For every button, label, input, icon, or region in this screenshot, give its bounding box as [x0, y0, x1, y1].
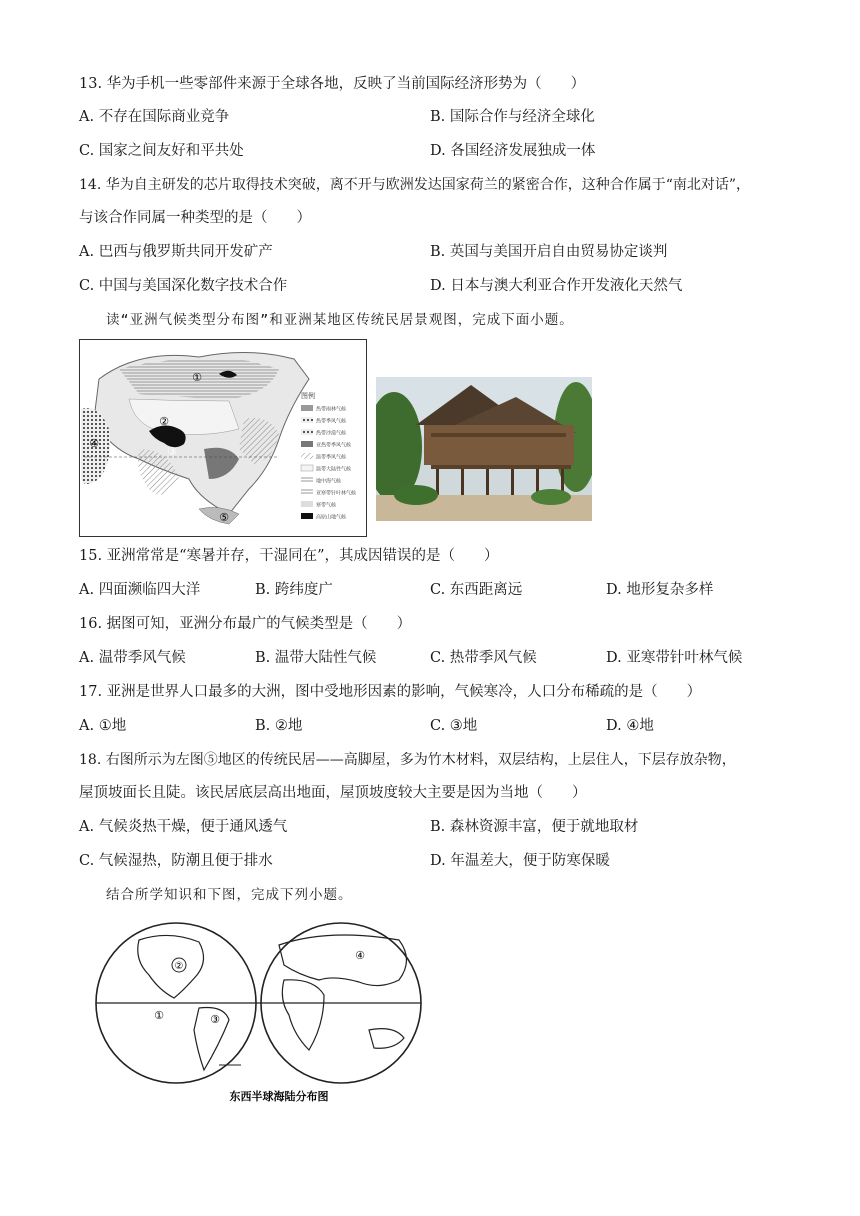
q18-stem-line1: 18. 右图所示为左图⑤地区的传统民居——高脚屋，多为竹木材料，双层结构，上层住人，下层存放杂物， [79, 752, 736, 768]
legend-item-2: 热带季风气候 [316, 418, 347, 425]
q16-option-c: C. 热带季风气候 [430, 650, 537, 666]
q14-stem-line1: 14. 华为自主研发的芯片取得技术突破，离不开与欧洲发达国家荷兰的紧密合作，这种合作属于“南北对话”， [79, 177, 751, 193]
legend-swatch-3 [301, 429, 313, 435]
stilt-house-photo [376, 377, 592, 521]
q14-stem-line2: 与该合作同属一种类型的是（ ） [79, 210, 311, 226]
q14-option-a: A. 巴西与俄罗斯共同开发矿产 [79, 244, 273, 260]
q18-option-d: D. 年温差大，便于防寒保暖 [430, 853, 610, 869]
q14-option-c: C. 中国与美国深化数字技术合作 [79, 278, 288, 294]
map-marker-3: ③ [167, 445, 177, 458]
q13-stem: 13. 华为手机一些零部件来源于全球各地，反映了当前国际经济形势为（ ） [79, 76, 586, 92]
q14-option-d: D. 日本与澳大利亚合作开发液化天然气 [430, 278, 683, 294]
legend-swatch-2 [301, 417, 313, 423]
q15-stem: 15. 亚洲常常是“寒暑并存，干湿同在”，其成因错误的是（ ） [79, 548, 499, 564]
map-marker-1: ① [192, 371, 202, 384]
legend-swatch-6 [301, 465, 313, 471]
q16-option-d: D. 亚寒带针叶林气候 [606, 650, 743, 666]
q13-option-a: A. 不存在国际商业竞争 [79, 109, 230, 125]
legend-item-7: 地中海气候 [316, 478, 342, 485]
legend-swatch-4 [301, 441, 313, 447]
q17-option-d: D. ④地 [606, 718, 654, 734]
q17-option-b: B. ②地 [255, 718, 303, 734]
q15-option-a: A. 四面濒临四大洋 [79, 582, 201, 598]
legend-swatch-7 [301, 477, 313, 483]
q13-option-b: B. 国际合作与经济全球化 [430, 109, 595, 125]
q17-option-a: A. ①地 [79, 718, 127, 734]
q15-option-c: C. 东西距离远 [430, 582, 523, 598]
world-map-caption: 东西半球海陆分布图 [229, 1090, 329, 1103]
map-marker-2: ② [159, 415, 169, 428]
legend-swatch-1 [301, 405, 313, 411]
q13-option-d: D. 各国经济发展独成一体 [430, 143, 596, 159]
world-marker-4: ④ [355, 949, 365, 962]
legend-swatch-9 [301, 501, 313, 507]
q18-option-c: C. 气候湿热，防潮且便于排水 [79, 853, 273, 869]
intro-world: 结合所学知识和下图，完成下列小题。 [106, 887, 353, 903]
world-marker-3: ③ [210, 1013, 220, 1026]
asia-climate-map [79, 339, 367, 537]
legend-item-6: 温带大陆性气候 [316, 466, 352, 473]
world-marker-1: ① [154, 1009, 164, 1022]
intro-asia: 读“亚洲气候类型分布图”和亚洲某地区传统民居景观图，完成下面小题。 [106, 312, 574, 328]
legend-title: 图例 [301, 392, 315, 400]
q15-option-b: B. 跨纬度广 [255, 582, 333, 598]
q17-option-c: C. ③地 [430, 718, 478, 734]
legend-item-10: 高原山地气候 [316, 514, 347, 521]
q16-option-b: B. 温带大陆性气候 [255, 650, 377, 666]
legend-item-9: 寒带气候 [316, 502, 337, 509]
hemispheres-map [79, 920, 439, 1110]
legend-swatch-5 [301, 453, 313, 459]
map-marker-4: ④ [89, 437, 99, 450]
house-upper-floor [424, 425, 574, 465]
legend-item-4: 亚热带季风气候 [316, 442, 352, 449]
q15-option-d: D. 地形复杂多样 [606, 582, 714, 598]
legend-item-5: 温带季风气候 [316, 454, 347, 461]
map-marker-5: ⑤ [219, 511, 229, 524]
q14-option-b: B. 英国与美国开启自由贸易协定谈判 [430, 244, 668, 260]
legend-swatch-10 [301, 513, 313, 519]
legend-swatch-8 [301, 489, 313, 495]
q18-option-a: A. 气候炎热干燥，便于通风透气 [79, 819, 288, 835]
q13-option-c: C. 国家之间友好和平共处 [79, 143, 244, 159]
legend-item-1: 热带雨林气候 [316, 406, 347, 413]
q18-option-b: B. 森林资源丰富，便于就地取材 [430, 819, 639, 835]
q17-stem: 17. 亚洲是世界人口最多的大洲，图中受地形因素的影响，气候寒冷，人口分布稀疏的是（ ） [79, 684, 702, 700]
legend-item-8: 亚寒带针叶林气候 [316, 490, 357, 497]
q16-option-a: A. 温带季风气候 [79, 650, 186, 666]
world-marker-2: ② [174, 961, 184, 972]
legend-item-3: 热带沙漠气候 [316, 430, 347, 437]
q18-stem-line2: 屋顶坡面长且陡。该民居底层高出地面，屋顶坡度较大主要是因为当地（ ） [79, 785, 587, 801]
q16-stem: 16. 据图可知，亚洲分布最广的气候类型是（ ） [79, 616, 412, 632]
